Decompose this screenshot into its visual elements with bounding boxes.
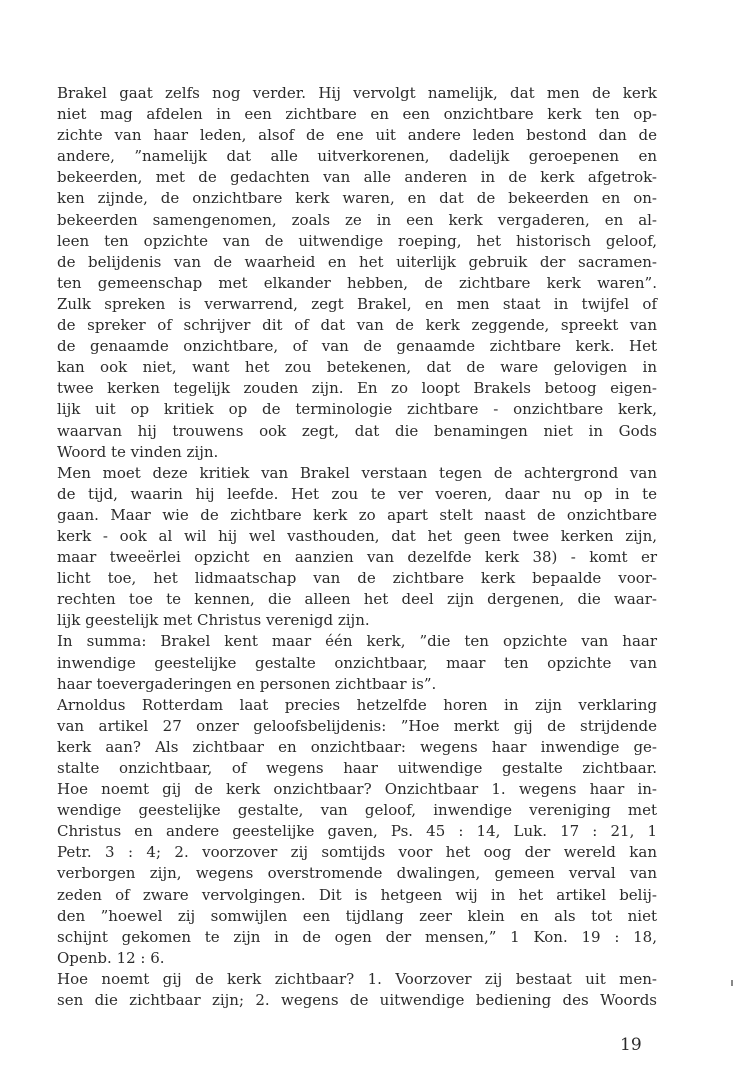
text-line: twee kerken tegelijk zouden zijn. En zo loopt Brakels betoog eigen- — [57, 379, 657, 398]
text-line: licht toe, het lidmaatschap van de zichtbare kerk bepaalde voor- — [57, 569, 657, 588]
text-line: In summa: Brakel kent maar één kerk, ”die ten opzichte van haar — [57, 632, 657, 651]
text-line: Hoe noemt gij de kerk onzichtbaar? Onzichtbaar 1. wegens haar in- — [57, 780, 657, 799]
text-line: Woord te vinden zijn. — [57, 442, 219, 461]
text-line: leen ten opzichte van de uitwendige roeping, het historisch geloof, — [57, 231, 657, 250]
text-line: bekeerden, met de gedachten van alle anderen in de kerk afgetrok- — [57, 168, 657, 187]
text-line: Openb. 12 : 6. — [57, 948, 165, 967]
text-line: andere, ”namelijk dat alle uitverkorenen, dadelijk geroepenen en — [57, 147, 657, 166]
page-number: 19 — [620, 1035, 642, 1055]
text-line: gaan. Maar wie de zichtbare kerk zo apart stelt naast de onzichtbare — [57, 505, 657, 524]
text-line: niet mag afdelen in een zichtbare en een onzichtbare kerk ten op- — [57, 105, 657, 124]
text-line: waarvan hij trouwens ook zegt, dat die benamingen niet in Gods — [57, 421, 657, 440]
text-line: Men moet deze kritiek van Brakel verstaan tegen de achtergrond van — [57, 463, 657, 482]
text-line: kan ook niet, want het zou betekenen, dat de ware gelovigen in — [57, 358, 657, 377]
text-line: zeden of zware vervolgingen. Dit is hetgeen wij in het artikel belij- — [57, 885, 657, 904]
text-line: stalte onzichtbaar, of wegens haar uitwendige gestalte zichtbaar. — [57, 759, 657, 777]
text-line: ken zijnde, de onzichtbare kerk waren, en dat de bekeerden en on- — [57, 189, 657, 208]
text-line: kerk aan? Als zichtbaar en onzichtbaar: wegens haar inwendige ge- — [57, 737, 657, 756]
text-line: ten gemeenschap met elkander hebben, de zichtbare kerk waren”. — [57, 273, 657, 292]
text-line: kerk - ook al wil hij wel vasthouden, dat het geen twee kerken zijn, — [57, 526, 657, 545]
text-line: Christus en andere geestelijke gaven, Ps. 45 : 14, Luk. 17 : 21, 1 — [57, 822, 657, 841]
text-line: inwendige geestelijke gestalte onzichtbaar, maar ten opzichte van — [57, 653, 657, 672]
text-line: wendige geestelijke gestalte, van geloof, inwendige vereniging met — [57, 801, 657, 820]
text-line: sen die zichtbaar zijn; 2. wegens de uitwendige bediening des Woords — [57, 991, 657, 1010]
text-line: Arnoldus Rotterdam laat precies hetzelfde horen in zijn verklaring — [57, 695, 657, 714]
text-line: bekeerden samengenomen, zoals ze in een kerk vergaderen, en al- — [57, 210, 657, 229]
text-line: de genaamde onzichtbare, of van de genaamde zichtbare kerk. Het — [57, 337, 657, 356]
text-line: haar toevergaderingen en personen zichtbaar is”. — [57, 674, 437, 693]
margin-mark — [731, 980, 733, 986]
text-line: Petr. 3 : 4; 2. voorzover zij somtijds voor het oog der wereld kan — [57, 843, 657, 862]
text-line: van artikel 27 onzer geloofsbelijdenis: ”Hoe merkt gij de strijdende — [57, 716, 657, 735]
text-line: maar tweeërlei opzicht en aanzien van dezelfde kerk 38) - komt er — [57, 548, 657, 567]
text-line: de spreker of schrijver dit of dat van de kerk zeggende, spreekt van — [57, 316, 657, 335]
text-line: zichte van haar leden, alsof de ene uit andere leden bestond dan de — [57, 126, 657, 145]
text-line: Zulk spreken is verwarrend, zegt Brakel, en men staat in twijfel of — [57, 294, 657, 313]
page-text-body — [57, 83, 657, 1011]
text-line: Brakel gaat zelfs nog verder. Hij vervolgt namelijk, dat men de kerk — [57, 84, 657, 102]
text-line: lijk uit op kritiek op de terminologie zichtbare - onzichtbare kerk, — [57, 400, 657, 419]
text-line: de belijdenis van de waarheid en het uiterlijk gebruik der sacramen- — [57, 252, 657, 271]
text-line: Hoe noemt gij de kerk zichtbaar? 1. Voorzover zij bestaat uit men- — [57, 969, 657, 988]
text-line: de tijd, waarin hij leefde. Het zou te ver voeren, daar nu op in te — [57, 484, 657, 503]
text-line: schijnt gekomen te zijn in de ogen der mensen,” 1 Kon. 19 : 18, — [57, 927, 657, 946]
text-line: rechten toe te kennen, die alleen het deel zijn dergenen, die waar- — [57, 590, 657, 609]
text-line: verborgen zijn, wegens overstromende dwalingen, gemeen verval van — [57, 864, 657, 883]
text-line: lijk geestelijk met Christus verenigd zijn. — [57, 611, 370, 630]
text-line: den ”hoewel zij somwijlen een tijdlang zeer klein en als tot niet — [57, 906, 657, 925]
